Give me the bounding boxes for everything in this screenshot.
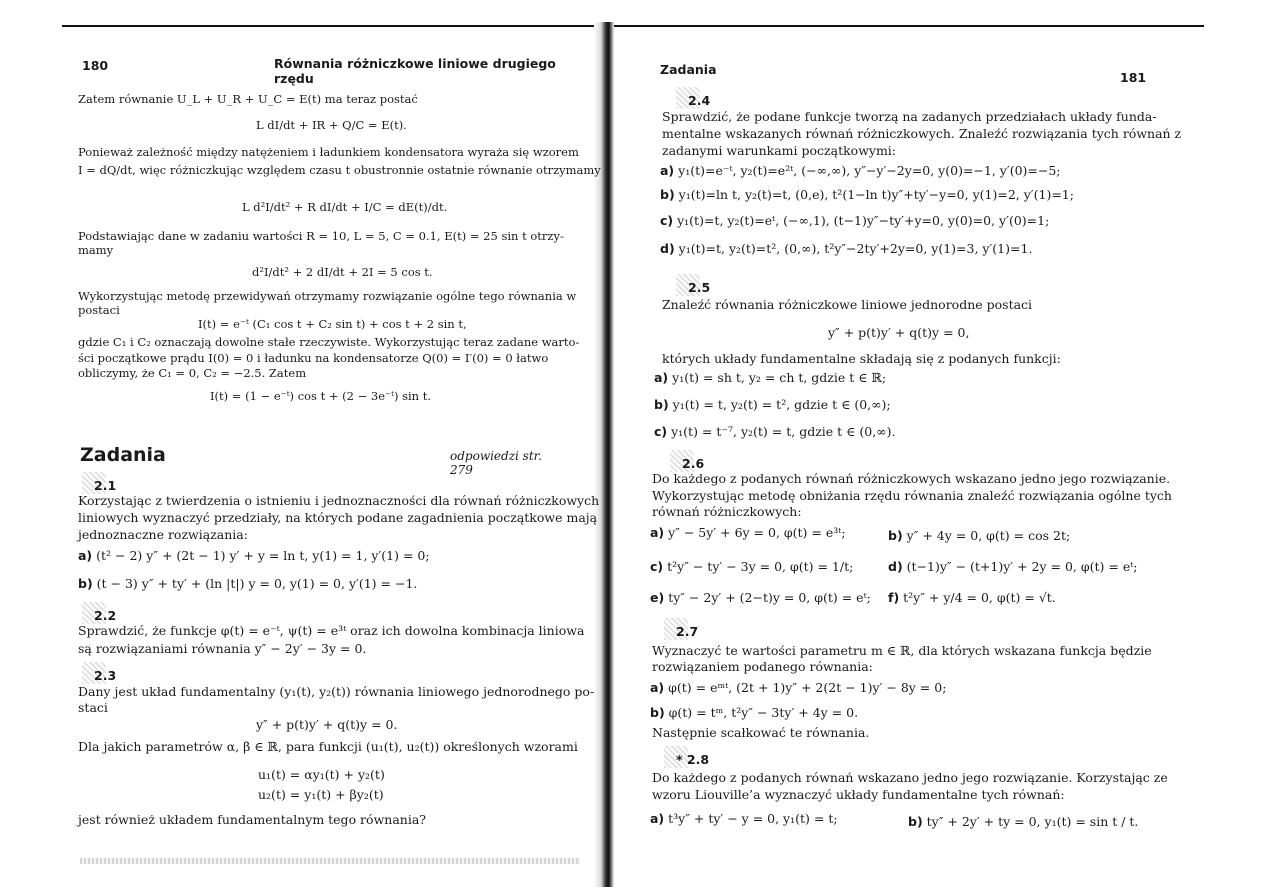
- text-line: liniowych wyznaczyć przedziały, na których podane zagadnienia początkowe mają: [78, 510, 598, 525]
- exercise-number: * 2.8: [672, 752, 709, 767]
- item-text: t²y″ + y/4 = 0, φ(t) = √t.: [903, 590, 1056, 605]
- text-line: zadanymi warunkami początkowymi:: [662, 143, 897, 158]
- text-line: Korzystając z twierdzenia o istnieniu i jednoznaczności dla równań różniczkowych: [78, 493, 600, 508]
- text-line: Wyznaczyć te wartości parametru m ∈ ℝ, dla których wskazana funkcja będzie: [652, 643, 1152, 658]
- item-text: ty″ + 2y′ + ty = 0, y₁(t) = sin t / t.: [926, 814, 1139, 829]
- item-b: [660, 188, 1074, 202]
- equation: d²I/dt² + 2 dI/dt + 2I = 5 cos t.: [252, 265, 433, 279]
- exercise-number: 2.6: [678, 456, 704, 471]
- text-line: Sprawdzić, że funkcje φ(t) = e⁻ᵗ, ψ(t) = e³ᵗ oraz ich dowolna kombinacja liniowa: [78, 623, 585, 638]
- item-b: [908, 815, 1138, 829]
- equation: u₁(t) = αy₁(t) + y₂(t): [258, 767, 385, 782]
- item-d: [660, 242, 1032, 256]
- running-title: Równania różniczkowe liniowe drugiego rzędu: [274, 56, 556, 86]
- item-label: e): [650, 590, 665, 605]
- item-text: y₁(t) = t, y₂(t) = t², gdzie t ∈ (0,∞);: [672, 397, 891, 412]
- item-text: ty″ − 2y′ + (2−t)y = 0, φ(t) = eᵗ;: [668, 590, 871, 605]
- answers-reference: odpowiedzi str. 279: [450, 449, 542, 477]
- item-a: [78, 549, 430, 563]
- text-line: których układy fundamentalne składają się z podanych funkcji:: [662, 351, 1061, 366]
- item-label: b): [78, 576, 93, 591]
- page-number: 181: [1120, 70, 1147, 85]
- text-line: Do każdego z podanych równań różniczkowych wskazano jedno jego rozwiązanie.: [652, 471, 1171, 486]
- section-title: Zadania: [80, 444, 166, 466]
- text-line: Sprawdzić, że podane funkcje tworzą na zadanych przedziałach układy funda-: [662, 109, 1157, 124]
- exercise-number: 2.7: [672, 624, 698, 639]
- right-page: [650, 0, 1182, 893]
- item-d: [888, 560, 1138, 574]
- text-line: I = dQ/dt, więc różniczkując względem czasu t obustronnie ostatnie równanie otrzymamy: [78, 163, 601, 177]
- item-a: [660, 164, 1061, 178]
- item-label: b): [660, 187, 675, 202]
- item-a: [650, 681, 946, 695]
- text-line: Dla jakich parametrów α, β ∈ ℝ, para funkcji (u₁(t), u₂(t)) określonych wzorami: [78, 739, 578, 754]
- book-spine: [594, 22, 614, 887]
- page-number: 180: [82, 58, 109, 73]
- item-text: φ(t) = tᵐ, t²y″ − 3ty′ + 4y = 0.: [668, 705, 859, 720]
- text-line: Podstawiając dane w zadaniu wartości R = 10, L = 5, C = 0.1, E(t) = 25 sin t otrzy-: [78, 229, 564, 243]
- item-label: c): [660, 213, 674, 228]
- item-text: y₁(t) = sh t, y₂ = ch t, gdzie t ∈ ℝ;: [672, 370, 887, 385]
- text-line: Znaleźć równania różniczkowe liniowe jednorodne postaci: [662, 297, 1033, 312]
- item-label: d): [660, 241, 675, 256]
- text-line: gdzie C₁ i C₂ oznaczają dowolne stałe rzeczywiste. Wykorzystując teraz zadane warto-: [78, 335, 580, 349]
- item-f: [888, 591, 1056, 605]
- item-b: [78, 577, 417, 591]
- item-text: t²y″ − ty′ − 3y = 0, φ(t) = 1/t;: [667, 559, 854, 574]
- item-label: a): [650, 680, 665, 695]
- text-line: równań różniczkowych:: [652, 504, 802, 519]
- item-label: c): [650, 559, 664, 574]
- item-b: [888, 529, 1070, 543]
- equation: I(t) = e⁻ᵗ (C₁ cos t + C₂ sin t) + cos t + 2 sin t,: [198, 317, 467, 331]
- item-b: [650, 706, 858, 720]
- equation: L dI/dt + IR + Q/C = E(t).: [256, 118, 407, 132]
- exercise-number: 2.4: [684, 93, 710, 108]
- item-label: a): [654, 370, 669, 385]
- text-line: ści początkowe prądu I(0) = 0 i ładunku na kondensatorze Q(0) = I′(0) = 0 łatwo: [78, 351, 549, 365]
- text-line: są rozwiązaniami równania y″ − 2y′ − 3y = 0.: [78, 641, 367, 656]
- item-text: y₁(t)=ln t, y₂(t)=t, (0,e), t²(1−ln t)y″+ty′−y=0, y(1)=2, y′(1)=1;: [678, 187, 1074, 202]
- equation: L d²I/dt² + R dI/dt + I/C = dE(t)/dt.: [242, 200, 448, 214]
- item-a: [650, 812, 838, 826]
- exercise-number: 2.5: [684, 280, 710, 295]
- equation: y″ + p(t)y′ + q(t)y = 0,: [828, 325, 970, 340]
- exercise-number: 2.1: [90, 478, 116, 493]
- item-label: a): [660, 163, 675, 178]
- item-label: a): [650, 525, 665, 540]
- text-line: jednoznaczne rozwiązania:: [78, 527, 248, 542]
- text-line: Wykorzystując metodę obniżania rzędu równania znaleźć rozwiązania ogólne tych: [652, 488, 1172, 503]
- equation: y″ + p(t)y′ + q(t)y = 0.: [256, 717, 398, 732]
- running-title: Zadania: [660, 62, 717, 77]
- item-label: b): [650, 705, 665, 720]
- text-line: Do każdego z podanych równań wskazano jedno jego rozwiązanie. Korzystając ze: [652, 770, 1168, 785]
- text-line: Dany jest układ fundamentalny (y₁(t), y₂(t)) równania liniowego jednorodnego po-: [78, 684, 595, 699]
- item-a: [650, 526, 846, 540]
- text-line: Zatem równanie U_L + U_R + U_C = E(t) ma teraz postać: [78, 92, 418, 106]
- item-c: [660, 214, 1049, 228]
- text-line: Ponieważ zależność między natężeniem i ładunkiem kondensatora wyraża się wzorem: [78, 145, 579, 159]
- item-label: b): [908, 814, 923, 829]
- item-text: y₁(t) = t⁻⁷, y₂(t) = t, gdzie t ∈ (0,∞).: [671, 424, 896, 439]
- item-text: y″ + 4y = 0, φ(t) = cos 2t;: [906, 528, 1071, 543]
- text-line: Następnie scałkować te równania.: [652, 725, 870, 740]
- left-page: [78, 0, 601, 893]
- item-c: [650, 560, 853, 574]
- item-text: (t² − 2) y″ + (2t − 1) y′ + y = ln t, y(1) = 1, y′(1) = 0;: [96, 548, 430, 563]
- exercise-number: 2.2: [90, 608, 116, 623]
- item-label: d): [888, 559, 903, 574]
- text-line: mentalne wskazanych równań różniczkowych. Znaleźć rozwiązania tych równań z: [662, 126, 1182, 141]
- item-text: y″ − 5y′ + 6y = 0, φ(t) = e³ᵗ;: [668, 525, 846, 540]
- item-label: b): [888, 528, 903, 543]
- text-line: postaci: [78, 303, 120, 317]
- item-label: f): [888, 590, 900, 605]
- text-line: Wykorzystując metodę przewidywań otrzymamy rozwiązanie ogólne tego równania w: [78, 289, 577, 303]
- text-line: jest również układem fundamentalnym tego równania?: [78, 812, 426, 827]
- item-text: (t−1)y″ − (t+1)y′ + 2y = 0, φ(t) = eᵗ;: [906, 559, 1138, 574]
- item-text: t³y″ + ty′ − y = 0, y₁(t) = t;: [668, 811, 838, 826]
- item-text: y₁(t)=t, y₂(t)=eᵗ, (−∞,1), (t−1)y″−ty′+y=0, y(0)=0, y′(0)=1;: [677, 213, 1050, 228]
- text-line: obliczymy, że C₁ = 0, C₂ = −2.5. Zatem: [78, 366, 307, 380]
- item-b: [654, 398, 891, 412]
- item-text: y₁(t)=e⁻ᵗ, y₂(t)=e²ᵗ, (−∞,∞), y″−y′−2y=0, y(0)=−1, y′(0)=−5;: [678, 163, 1061, 178]
- text-line: staci: [78, 700, 108, 715]
- equation: u₂(t) = y₁(t) + βy₂(t): [258, 787, 384, 802]
- item-label: b): [654, 397, 669, 412]
- equation: I(t) = (1 − e⁻ᵗ) cos t + (2 − 3e⁻ᵗ) sin t.: [210, 389, 432, 403]
- item-text: y₁(t)=t, y₂(t)=t², (0,∞), t²y″−2ty′+2y=0, y(1)=3, y′(1)=1.: [678, 241, 1033, 256]
- item-label: a): [650, 811, 665, 826]
- item-text: φ(t) = eᵐᵗ, (2t + 1)y″ + 2(2t − 1)y′ − 8y = 0;: [668, 680, 947, 695]
- exercise-number: 2.3: [90, 668, 116, 683]
- text-line: wzoru Liouville’a wyznaczyć układy fundamentalne tych równań:: [652, 787, 1065, 802]
- item-text: (t − 3) y″ + ty′ + (ln |t|) y = 0, y(1) = 0, y′(1) = −1.: [96, 576, 418, 591]
- item-label: a): [78, 548, 93, 563]
- item-label: c): [654, 424, 668, 439]
- text-line: mamy: [78, 243, 114, 257]
- item-c: [654, 425, 895, 439]
- item-e: [650, 591, 871, 605]
- item-a: [654, 371, 886, 385]
- text-line: rozwiązaniem podanego równania:: [652, 659, 873, 674]
